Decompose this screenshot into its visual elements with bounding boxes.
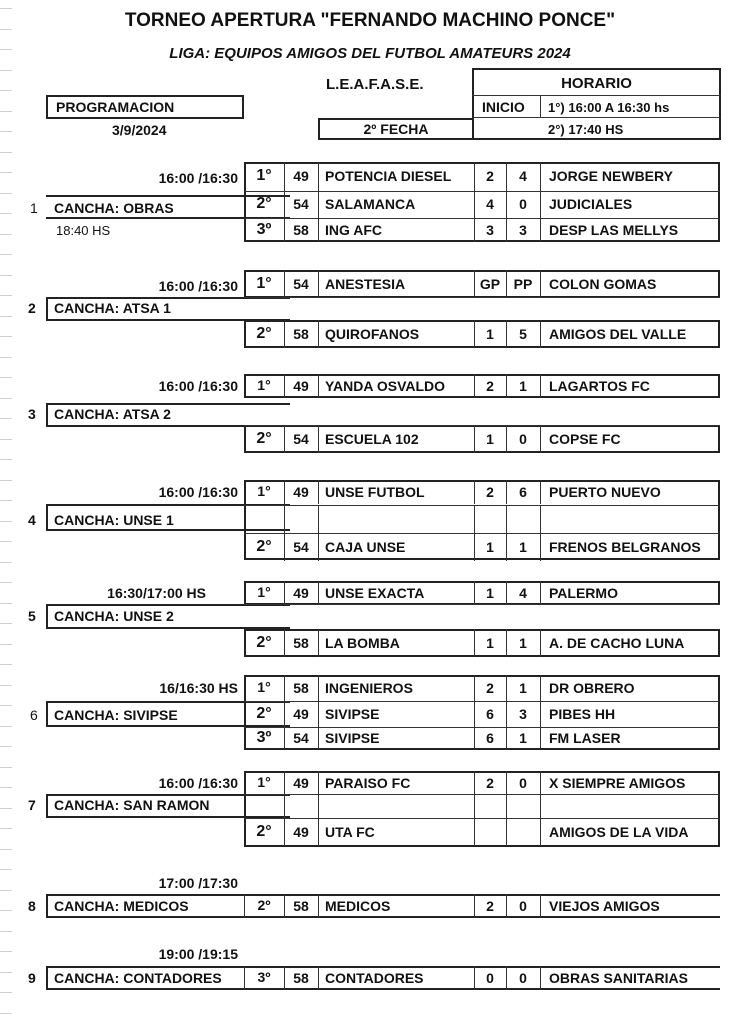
home-team: UNSE EXACTA: [325, 585, 425, 601]
rule: [540, 771, 541, 795]
rule: [318, 374, 319, 398]
match-order: 1°: [257, 377, 271, 393]
home-team: ESCUELA 102: [325, 431, 419, 447]
inicio-label: INICIO: [482, 99, 525, 115]
away-team: COPSE FC: [549, 431, 621, 447]
rule: [318, 701, 319, 727]
rule: [540, 675, 541, 701]
match-order: 1°: [257, 483, 271, 499]
away-goals: 6: [519, 484, 527, 500]
rule: [318, 162, 319, 191]
rule: [506, 794, 507, 818]
rule: [318, 629, 319, 657]
home-goals: 2: [486, 168, 494, 184]
away-team: JUDICIALES: [549, 196, 633, 212]
match-time: 16:00 /16:30: [158, 278, 238, 294]
away-goals: 4: [519, 168, 527, 184]
match-note: 18:40 HS: [56, 223, 111, 238]
away-goals: 3: [519, 706, 527, 722]
match-time: 16/16:30 HS: [159, 680, 238, 696]
category: 58: [293, 898, 309, 914]
rule: [244, 533, 720, 534]
match-order: 1°: [256, 275, 272, 292]
category: 58: [293, 222, 309, 238]
rule: [540, 95, 541, 117]
rule: [318, 191, 319, 218]
category: 49: [293, 484, 309, 500]
rule: [540, 629, 541, 657]
match-time: 17:00 /17:30: [158, 875, 238, 891]
cancha-label: CANCHA: ATSA 1: [54, 300, 171, 316]
rule: [540, 966, 541, 990]
category: 49: [293, 824, 309, 840]
rule: [244, 818, 720, 819]
rule: [472, 95, 721, 96]
rule: [540, 727, 541, 749]
rule: [318, 966, 319, 990]
away-goals: 3: [519, 222, 527, 238]
home-team: YANDA OSVALDO: [325, 378, 446, 394]
home-team: PARAISO FC: [325, 775, 411, 791]
horario-1: 1°) 16:00 A 16:30 hs: [548, 100, 670, 115]
match-order: 2°: [256, 705, 272, 722]
home-team: SIVIPSE: [325, 730, 380, 746]
away-goals: 4: [519, 585, 527, 601]
away-goals: 0: [519, 898, 527, 914]
category: 58: [293, 635, 309, 651]
category: 49: [293, 168, 309, 184]
rule: [540, 533, 541, 561]
away-team: PALERMO: [549, 585, 618, 601]
rule: [474, 818, 475, 846]
rule: [474, 505, 475, 533]
home-team: ANESTESIA: [325, 276, 406, 292]
match-order: 2°: [256, 325, 272, 342]
rule: [244, 425, 720, 426]
cancha-label: CANCHA: OBRAS: [54, 200, 174, 216]
home-team: MEDICOS: [325, 898, 391, 914]
home-goals: 1: [486, 539, 494, 555]
category: 54: [293, 539, 309, 555]
match-order: 3º: [256, 221, 272, 238]
cancha-label: CANCHA: UNSE 2: [54, 608, 174, 624]
home-team: UNSE FUTBOL: [325, 484, 425, 500]
category: 49: [293, 706, 309, 722]
away-goals: 1: [519, 635, 527, 651]
horario-2: 2°) 17:40 HS: [548, 122, 624, 137]
away-goals: 0: [519, 970, 527, 986]
home-goals: 1: [486, 326, 494, 342]
cancha-label: CANCHA: SAN RAMON: [54, 797, 210, 813]
home-team: SALAMANCA: [325, 196, 416, 212]
block-number: 1: [30, 200, 38, 216]
home-goals: 1: [486, 635, 494, 651]
rule: [540, 320, 541, 348]
rule: [244, 604, 720, 605]
rule: [318, 771, 319, 795]
rule: [318, 818, 319, 846]
rule: [540, 480, 541, 504]
away-goals: 1: [519, 539, 527, 555]
rule: [540, 794, 541, 818]
match-order: 2°: [256, 823, 272, 840]
rule: [472, 117, 721, 118]
away-team: PUERTO NUEVO: [549, 484, 661, 500]
away-team: JORGE NEWBERY: [549, 168, 673, 184]
away-goals: 0: [519, 196, 527, 212]
rule: [318, 505, 319, 533]
rule: [318, 320, 319, 348]
page-title: TORNEO APERTURA "FERNANDO MACHINO PONCE": [124, 10, 616, 31]
home-goals: 2: [486, 898, 494, 914]
home-goals: 4: [486, 196, 494, 212]
match-order: 2°: [256, 195, 272, 212]
category: 58: [293, 970, 309, 986]
rule: [244, 191, 720, 192]
programacion-label: PROGRAMACION: [56, 99, 175, 115]
programacion-date: 3/9/2024: [112, 122, 167, 138]
rule: [540, 374, 541, 398]
match-time: 19:00 /19:15: [158, 946, 238, 962]
home-team: ING AFC: [325, 222, 383, 238]
away-team: PIBES HH: [549, 706, 616, 722]
rule: [540, 581, 541, 605]
rule: [540, 894, 541, 918]
away-goals: 0: [519, 775, 527, 791]
category: 49: [293, 378, 309, 394]
horario-title: HORARIO: [561, 75, 632, 92]
home-goals: GP: [479, 276, 501, 292]
match-time: 16:00 /16:30: [158, 484, 238, 500]
away-goals: 0: [519, 431, 527, 447]
home-goals: 2: [486, 775, 494, 791]
match-order: 1°: [257, 774, 271, 790]
away-team: DESP LAS MELLYS: [549, 222, 679, 238]
home-goals: 2: [486, 484, 494, 500]
away-team: AMIGOS DE LA VIDA: [549, 824, 689, 840]
rule: [318, 533, 319, 561]
rule: [244, 701, 720, 702]
rule: [244, 218, 720, 219]
rule: [318, 675, 319, 701]
fecha-label: 2º FECHA: [363, 121, 429, 137]
home-goals: 6: [486, 730, 494, 746]
category: 54: [293, 730, 309, 746]
rule: [540, 270, 541, 298]
match-order: 2°: [256, 634, 272, 651]
away-goals: 5: [519, 326, 527, 342]
home-team: POTENCIA DIESEL: [325, 168, 452, 184]
block-number: 9: [28, 970, 36, 986]
category: 58: [293, 680, 309, 696]
block-number: 6: [30, 707, 38, 723]
rule: [540, 218, 541, 242]
cancha-label: CANCHA: SIVIPSE: [54, 707, 178, 723]
match-order: 3º: [257, 969, 271, 985]
away-team: VIEJOS AMIGOS: [549, 898, 660, 914]
match-time: 16:00 /16:30: [158, 378, 238, 394]
org-name: L.E.A.F.A.S.E.: [326, 76, 424, 93]
cancha-label: CANCHA: CONTADORES: [54, 970, 222, 986]
home-goals: 6: [486, 706, 494, 722]
block-number: 3: [28, 406, 36, 422]
home-goals: 2: [486, 378, 494, 394]
rule: [506, 818, 507, 846]
cancha-label: CANCHA: MEDICOS: [54, 898, 189, 914]
rule: [318, 270, 319, 298]
away-team: X SIEMPRE AMIGOS: [549, 775, 686, 791]
rule: [284, 505, 285, 533]
home-goals: 1: [486, 585, 494, 601]
cancha-label: CANCHA: UNSE 1: [54, 512, 174, 528]
match-order: 2º: [257, 897, 271, 913]
category: 49: [293, 775, 309, 791]
home-team: CONTADORES: [325, 970, 424, 986]
away-team: A. DE CACHO LUNA: [549, 635, 685, 651]
rule: [244, 727, 720, 728]
away-goals: PP: [513, 276, 533, 292]
category: 54: [293, 276, 309, 292]
rule: [244, 297, 720, 298]
home-goals: 0: [486, 970, 494, 986]
rule: [540, 191, 541, 218]
rule: [318, 727, 319, 749]
home-team: UTA FC: [325, 824, 375, 840]
home-team: INGENIEROS: [325, 680, 413, 696]
rule: [244, 505, 720, 506]
category: 58: [293, 326, 309, 342]
match-time: 16:30/17:00 HS: [107, 585, 206, 601]
rule: [540, 818, 541, 846]
home-goals: 1: [486, 431, 494, 447]
rule: [318, 894, 319, 918]
rule: [474, 794, 475, 818]
rule: [540, 701, 541, 727]
rule: [244, 794, 720, 795]
rule: [540, 162, 541, 191]
away-team: LAGARTOS FC: [549, 378, 650, 394]
away-team: COLON GOMAS: [549, 276, 657, 292]
category: 54: [293, 431, 309, 447]
home-goals: 3: [486, 222, 494, 238]
home-team: SIVIPSE: [325, 706, 380, 722]
rule: [318, 218, 319, 242]
category: 49: [293, 585, 309, 601]
block-number: 7: [28, 797, 36, 813]
rule: [540, 425, 541, 453]
home-team: CAJA UNSE: [325, 539, 406, 555]
match-order: 2°: [256, 538, 272, 555]
match-time: 16:00 /16:30: [158, 775, 238, 791]
page-subtitle: LIGA: EQUIPOS AMIGOS DEL FUTBOL AMATEURS 2024: [169, 45, 571, 62]
rule: [284, 794, 285, 818]
away-team: DR OBRERO: [549, 680, 635, 696]
match-order: 3º: [256, 729, 272, 746]
block-number: 5: [28, 608, 36, 624]
block-number: 8: [28, 898, 36, 914]
away-team: AMIGOS DEL VALLE: [549, 326, 687, 342]
away-team: FM LASER: [549, 730, 621, 746]
cancha-label: CANCHA: ATSA 2: [54, 406, 171, 422]
match-order: 1°: [257, 584, 271, 600]
rule: [318, 794, 319, 818]
match-order: 2°: [256, 430, 272, 447]
rule: [318, 425, 319, 453]
home-goals: 2: [486, 680, 494, 696]
block-number: 2: [28, 300, 36, 316]
away-team: FRENOS BELGRANOS: [549, 539, 701, 555]
match-order: 1°: [257, 679, 271, 695]
home-team: QUIROFANOS: [325, 326, 420, 342]
block-number: 4: [28, 512, 36, 528]
away-goals: 1: [519, 730, 527, 746]
rule: [506, 505, 507, 533]
home-team: LA BOMBA: [325, 635, 400, 651]
match-order: 1°: [256, 167, 272, 184]
category: 54: [293, 196, 309, 212]
rule: [318, 581, 319, 605]
match-time: 16:00 /16:30: [158, 170, 238, 186]
away-goals: 1: [519, 378, 527, 394]
rule: [318, 480, 319, 504]
away-team: OBRAS SANITARIAS: [549, 970, 688, 986]
sheet-gridlines: [0, 0, 12, 1024]
rule: [540, 505, 541, 533]
away-goals: 1: [519, 680, 527, 696]
